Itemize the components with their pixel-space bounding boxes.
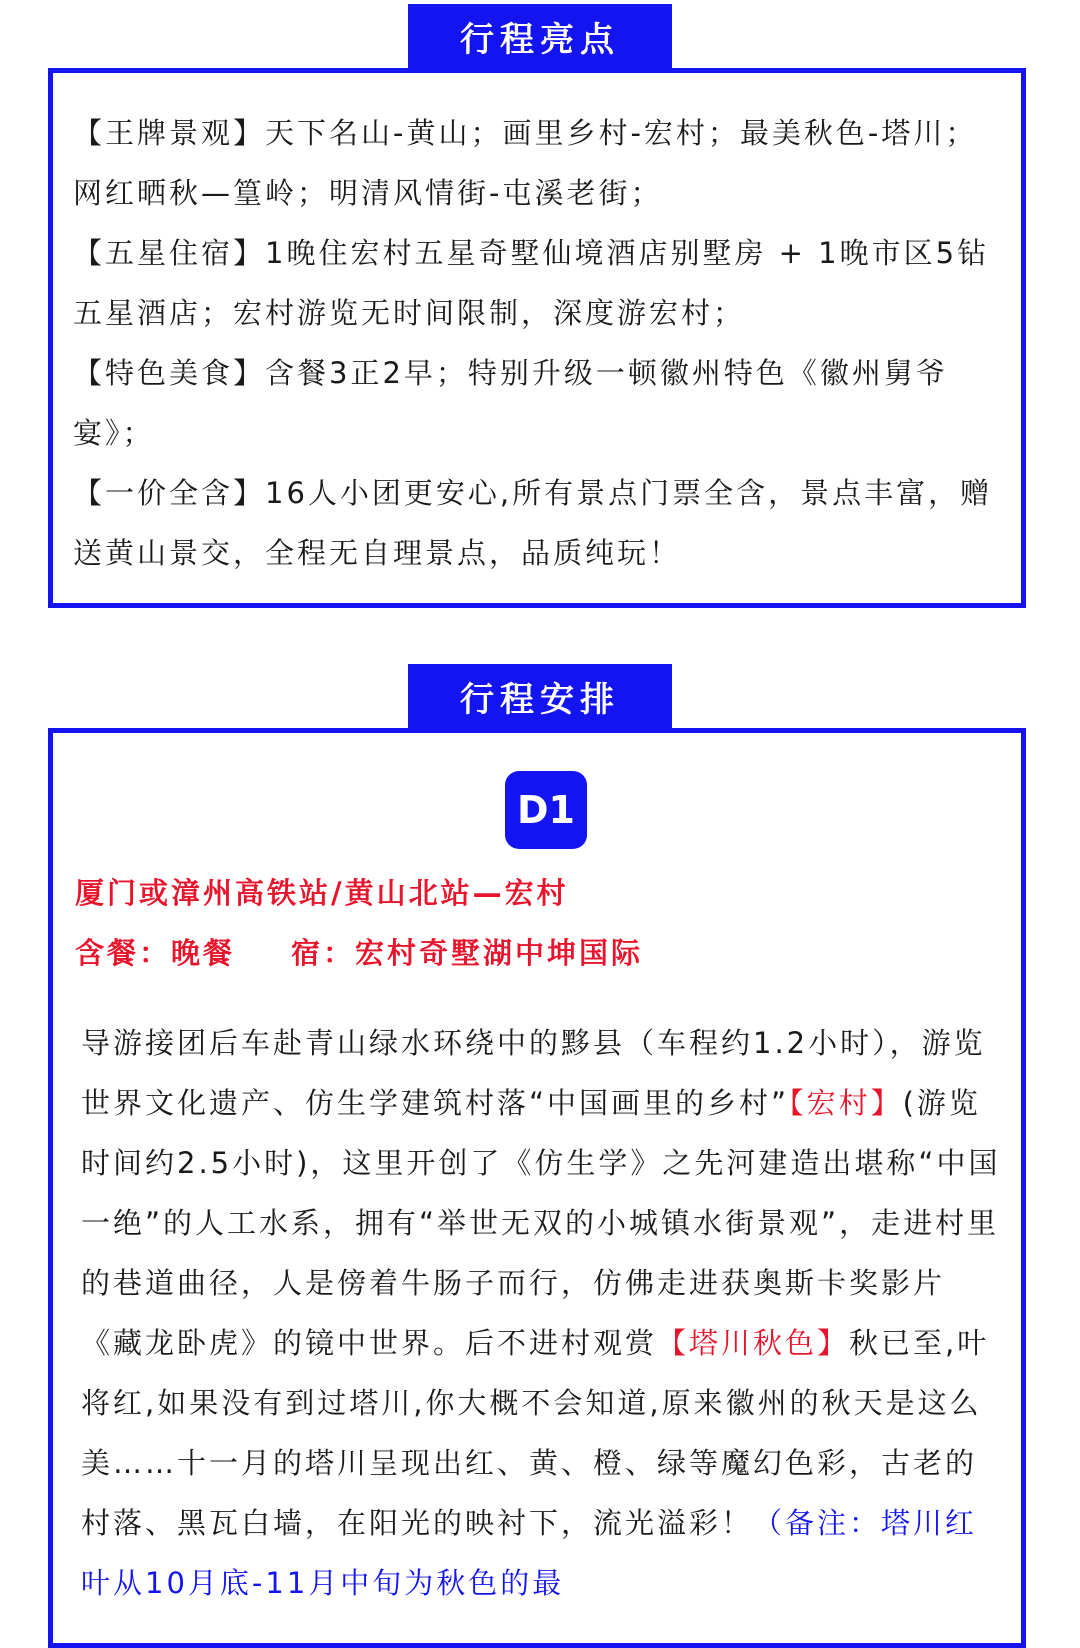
schedule-title: 行程安排 [408,664,672,728]
schedule-box [48,728,1026,1648]
desc-highlight-tachuan: 【塔川秋色】 [657,1326,850,1360]
desc-text: 导游接团后车赴青山绿水环绕中的黟县（车程约1.2小时），游览世界文化遗产、仿生学建筑村落“中国画里的乡村” [81,1026,986,1120]
day-badge: D1 [505,771,587,849]
day-route: 厦门或漳州高铁站/黄山北站—宏村 [75,876,569,910]
desc-note: （备注：塔川红叶从10月底-11月中旬为秋色的最 [81,1506,978,1600]
stay-info: 宿：宏村奇墅湖中坤国际 [291,936,644,970]
desc-text: (游览时间约2.5小时)，这里开创了《仿生学》之先河建造出堪称“中国一绝”的人工水系，拥有“举世无双的小城镇水街景观”，走进村里的巷道曲径，人是傍着牛肠子而行，仿佛走进获奥斯卡奖影片《藏龙卧虎》的镜中世界。后不进村观赏 [81,1086,1001,1360]
desc-highlight-hongcun: 【宏村】 [789,1086,903,1120]
meals-info: 含餐：晚餐 [75,936,236,970]
highlight-item: 【一价全含】16人小团更安心,所有景点门票全含，景点丰富，赠送黄山景交，全程无自理景点，品质纯玩！ [73,476,993,570]
highlight-item: 【王牌景观】天下名山-黄山；画里乡村-宏村；最美秋色-塔川；网红晒秋—篁岭；明清风情街-屯溪老街； [73,116,978,210]
highlights-box [48,68,1026,608]
desc-text: 秋已至,叶将红,如果没有到过塔川,你大概不会知道,原来徽州的秋天是这么美……十一月的塔川呈现出红、黄、橙、绿等魔幻色彩，古老的村落、黑瓦白墙，在阳光的映衬下，流光溢彩！ [81,1326,990,1540]
highlights-title: 行程亮点 [408,4,672,68]
day-description [81,1013,1001,1613]
highlights-list [73,103,993,583]
meal-stay-line [75,931,643,972]
highlight-item: 【五星住宿】1晚住宏村五星奇墅仙境酒店别墅房 + 1晚市区5钻五星酒店；宏村游览无时间限制，深度游宏村； [73,236,990,330]
highlight-item: 【特色美食】含餐3正2早；特别升级一顿徽州特色《徽州舅爷宴》； [73,356,948,450]
